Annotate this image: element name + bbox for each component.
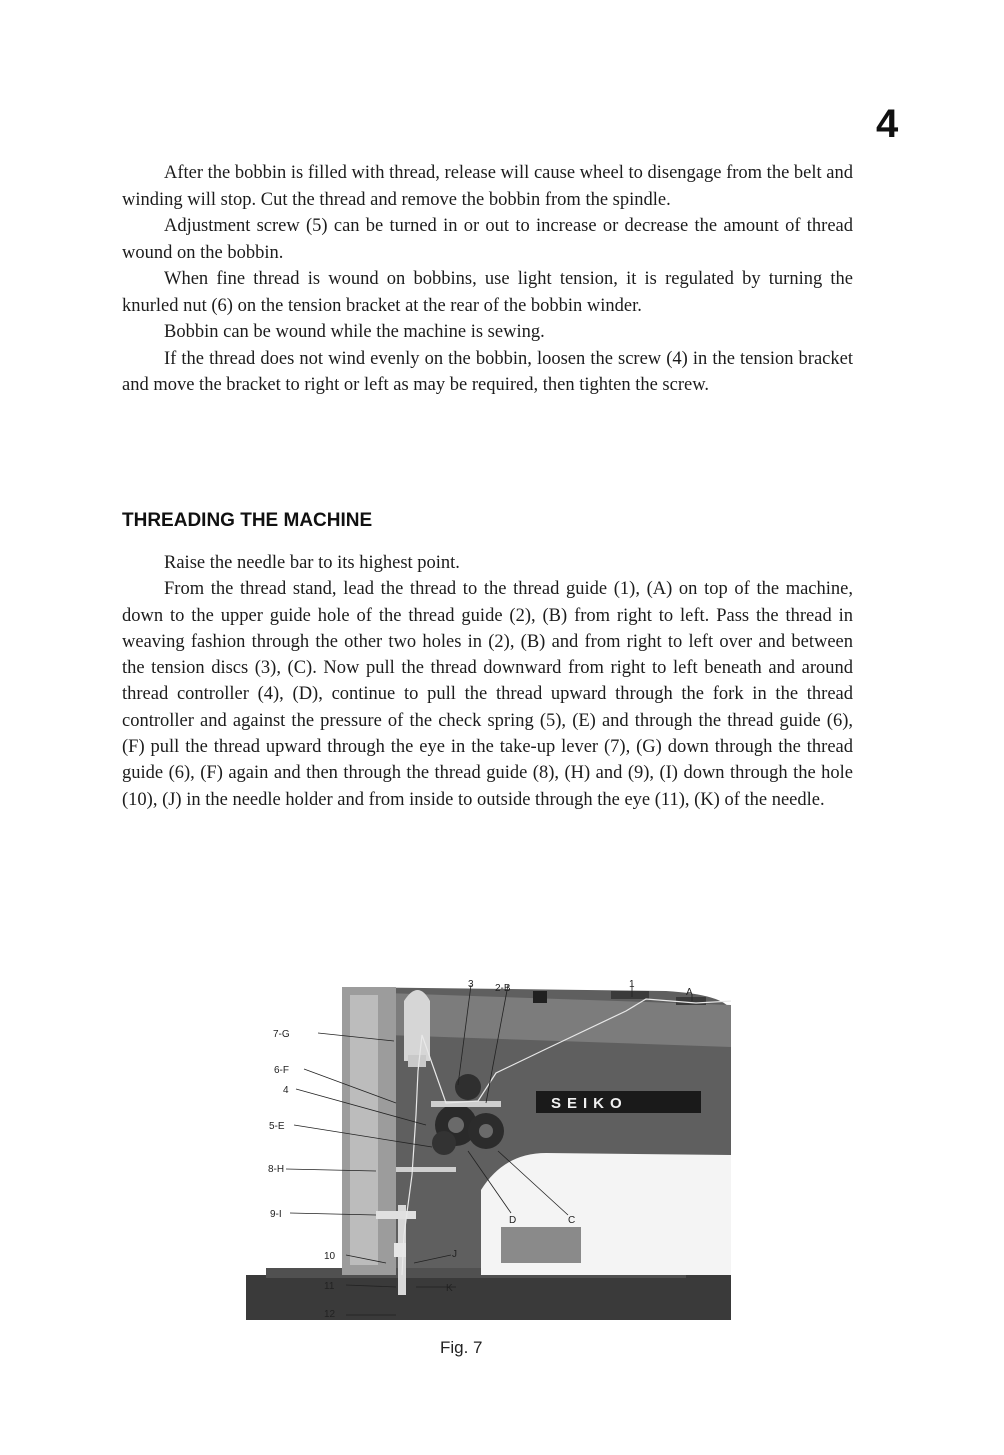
figure-caption: Fig. 7: [440, 1338, 483, 1357]
callout-3: 3: [468, 979, 474, 990]
callout-k: K: [446, 1283, 453, 1294]
callout-j: J: [452, 1249, 457, 1260]
paragraph: When fine thread is wound on bobbins, use light tension, it is regulated by turning the knurled nut (6) on the tension bracket at the rear of the bobbin winder.: [122, 269, 853, 316]
threading-instructions-text: [122, 550, 853, 813]
paragraph: Bobbin can be wound while the machine is sewing.: [164, 322, 545, 342]
paragraph: Adjustment screw (5) can be turned in or out to increase or decrease the amount of thread wound on the bobbin.: [122, 216, 853, 263]
paragraph: Raise the needle bar to its highest point.: [164, 553, 460, 573]
callout-d: D: [509, 1215, 517, 1226]
callout-c: C: [568, 1215, 576, 1226]
brand-logo-text: SEIKO: [551, 1095, 628, 1112]
callout-4: 4: [283, 1085, 289, 1096]
callout-2b: 2-B: [495, 983, 511, 994]
callout-5e: 5-E: [269, 1121, 285, 1132]
paragraph: If the thread does not wind evenly on the bobbin, loosen the screw (4) in the tension bracket and move the bracket to right or left as may be required, then tighten the screw.: [122, 348, 853, 395]
callout-6f: 6-F: [274, 1065, 289, 1076]
section-heading: THREADING THE MACHINE: [122, 510, 373, 531]
page-number: 4: [876, 102, 899, 146]
bobbin-winding-text: [122, 160, 853, 399]
callout-9i: 9-I: [270, 1209, 282, 1220]
callout-12: 12: [324, 1309, 336, 1320]
sewing-machine-photo: [246, 975, 731, 1320]
callout-7g: 7-G: [273, 1029, 290, 1040]
callout-11: 11: [324, 1281, 335, 1292]
callout-a: A: [686, 987, 693, 998]
callout-10: 10: [324, 1251, 336, 1262]
callout-1: 1: [629, 979, 635, 990]
paragraph: From the thread stand, lead the thread to the thread guide (1), (A) on top of the machine, down to the upper guide hole of the thread guide (2), (B) from right to left. Pass the thread in weaving fashion through the other two holes in (2), (B) and from right to left over and between the tension discs (3), (C). Now pull the thread downward from right to left beneath and around thread controller (4), (D), continue to pull the thread upward through the fork in the thread controller and against the pressure of the check spring (5), (E) and through the thread guide (6), (F) pull the thread upward through the eye in the take-up lever (7), (G) down through the thread guide (6), (F) again and then through the thread guide (8), (H) and (9), (I) down through the hole (10), (J) in the needle holder and from inside to outside through the eye (11), (K) of the needle.: [122, 579, 853, 810]
paragraph: After the bobbin is filled with thread, release will cause wheel to disengage from the belt and winding will stop. Cut the thread and remove the bobbin from the spindle.: [122, 163, 853, 210]
callout-8h: 8-H: [268, 1164, 285, 1175]
threading-diagram-figure: [246, 975, 731, 1320]
